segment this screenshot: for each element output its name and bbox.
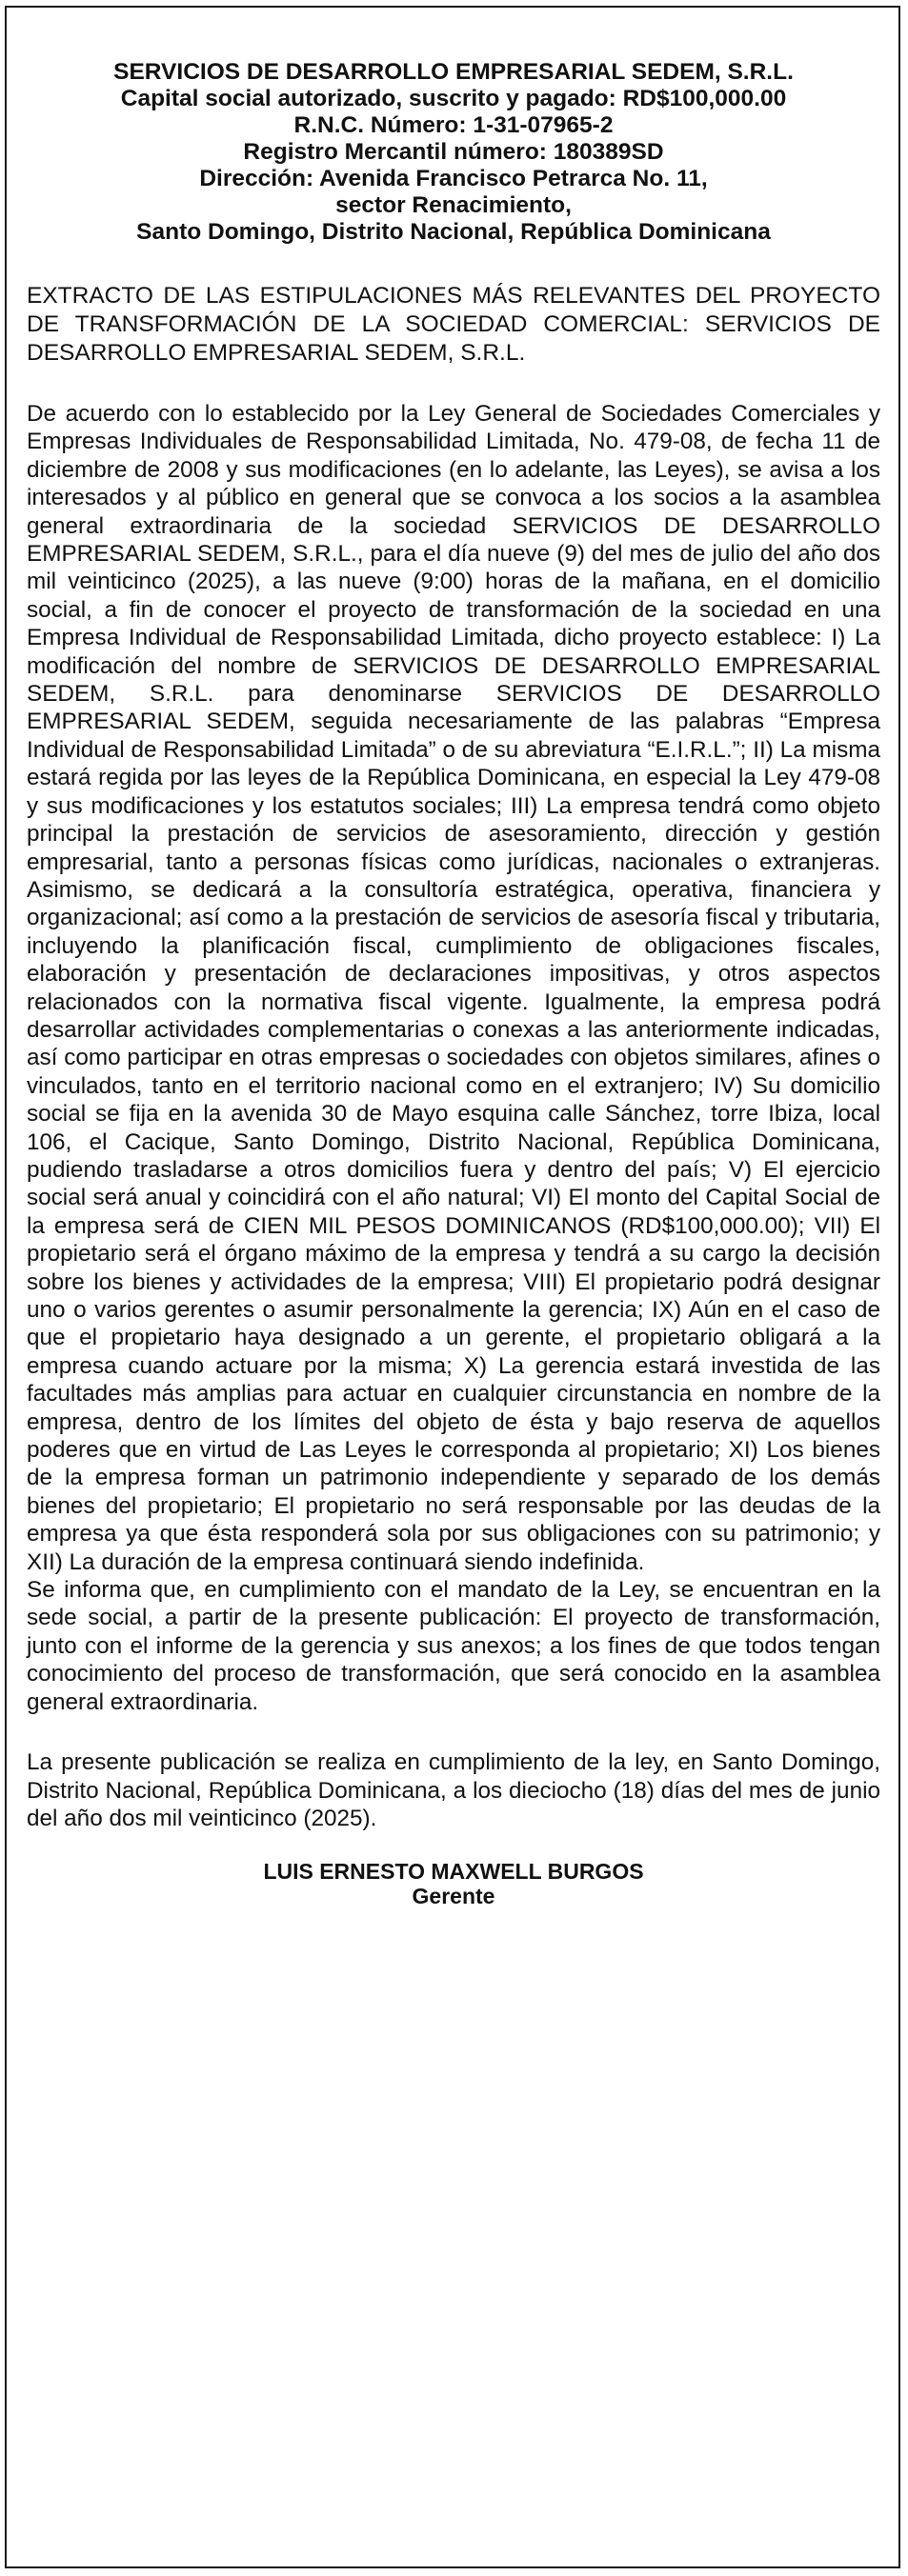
body-paragraph-2: Se informa que, en cumplimiento con el mandato de la Ley, se encuentran en la sede social, a partir de la presente publicación: El proyecto de transformación, junto con el informe de la gerencia y sus anexos; a los fines de que todos tengan conocimiento del proceso de transformación, que será conocido en la asamblea general extraordinaria. (27, 1577, 880, 1715)
address-line-3: Santo Domingo, Distrito Nacional, República Dominicana (136, 219, 771, 245)
signatory-title: Gerente (412, 1884, 495, 1909)
registry-line: Registro Mercantil número: 180389SD (243, 139, 664, 165)
address-line-2: sector Renacimiento, (335, 192, 572, 218)
signature-block (27, 1859, 880, 1908)
closing-paragraph: La presente publicación se realiza en cumplimiento de la ley, en Santo Domingo, Distrito Nacional, República Dominicana, a los dieciocho (18) días del mes de junio del año dos mil veinticinco (2025). (27, 1749, 880, 1831)
legal-notice (27, 59, 880, 1908)
address-line-1: Dirección: Avenida Francisco Petrarca No. 11, (199, 166, 708, 191)
body-paragraph-1: De acuerdo con lo establecido por la Ley General de Sociedades Comerciales y Empresas Individuales de Responsabilidad Limitada, No. 479-08, de fecha 11 de diciembre de 2008 y sus modificaciones (en lo adelante, las Leyes), se avisa a los interesados y al público en general que se convoca a los socios a la asamblea general extraordinaria de la sociedad SERVICIOS DE DESARROLLO EMPRESARIAL SEDEM, S.R.L., para el día nueve (9) del mes de julio del año dos mil veinticinco (2025), a las nueve (9:00) horas de la mañana, en el domicilio social, a fin de conocer el proyecto de transformación de la sociedad en una Empresa Individual de Responsabilidad Limitada, dicho proyecto establece: I) La modificación del nombre de SERVICIOS DE DESARROLLO EMPRESARIAL SEDEM, S.R.L. para denominarse SERVICIOS DE DESARROLLO EMPRESARIAL SEDEM, seguida necesariamente de las palabras “Empresa Individual de Responsabilidad Limitada” o de su abreviatura “E.I.R.L.”; II) La misma estará regida por las leyes de la República Dominicana, en especial la Ley 479-08 y sus modificaciones y los estatutos sociales; III) La empresa tendrá como objeto principal la prestación de servicios de asesoramiento, dirección y gestión empresarial, tanto a personas físicas como jurídicas, nacionales o extranjeras. Asimismo, se dedicará a la consultoría estratégica, operativa, financiera y organizacional; así como a la prestación de servicios de asesoría fiscal y tributaria, incluyendo la planificación fiscal, cumplimiento de obligaciones fiscales, elaboración y presentación de declaraciones impositivas, y otros aspectos relacionados con la normativa fiscal vigente. Igualmente, la empresa podrá desarrollar actividades complementarias o conexas a las anteriormente indicadas, así como participar en otras empresas o sociedades con objetos similares, afines o vinculados, tanto en el territorio nacional como en el extranjero; IV) Su domicilio social se fija en la avenida 30 de Mayo esquina calle Sánchez, torre Ibiza, local 106, el Cacique, Santo Domingo, Distrito Nacional, República Dominicana, pudiendo trasladarse a otros domicilios fuera y dentro del país; V) El ejercicio social será anual y coincidirá con el año natural; VI) El monto del Capital Social de la empresa será de CIEN MIL PESOS DOMINICANOS (RD$100,000.00); VII) El propietario será el órgano máximo de la empresa y tendrá a su cargo la decisión sobre los bienes y actividades de la empresa; VIII) El propietario podrá designar uno o varios gerentes o asumir personalmente la gerencia; IX) Aún en el caso de que el propietario haya designado a un gerente, el propietario obligará a la empresa cuando actuare por la misma; X) La gerencia estará investida de las facultades más amplias para actuar en cualquier circunstancia en nombre de la empresa, dentro de los límites del objeto de ésta y bajo reserva de aquellos poderes que en virtud de Las Leyes le corresponda al propietario; XI) Los bienes de la empresa forman un patrimonio independiente y separado de los demás bienes del propietario; El propietario no será responsable por las deudas de la empresa ya que ésta responderá sola por sus obligaciones con su patrimonio; y XII) La duración de la empresa continuará siendo indefinida. (27, 401, 880, 1575)
company-header (27, 59, 880, 246)
signatory-name: LUIS ERNESTO MAXWELL BURGOS (263, 1859, 644, 1885)
extract-title: EXTRACTO DE LAS ESTIPULACIONES MÁS RELEVANTES DEL PROYECTO DE TRANSFORMACIÓN DE LA SOCIEDAD COMERCIAL: SERVICIOS DE DESARROLLO EMPRESARIAL SEDEM, S.R.L. (27, 283, 880, 366)
rnc-line: R.N.C. Número: 1-31-07965-2 (293, 112, 614, 138)
capital-line: Capital social autorizado, suscrito y pagado: RD$100,000.00 (120, 86, 787, 111)
company-name: SERVICIOS DE DESARROLLO EMPRESARIAL SEDEM, S.R.L. (113, 59, 794, 85)
